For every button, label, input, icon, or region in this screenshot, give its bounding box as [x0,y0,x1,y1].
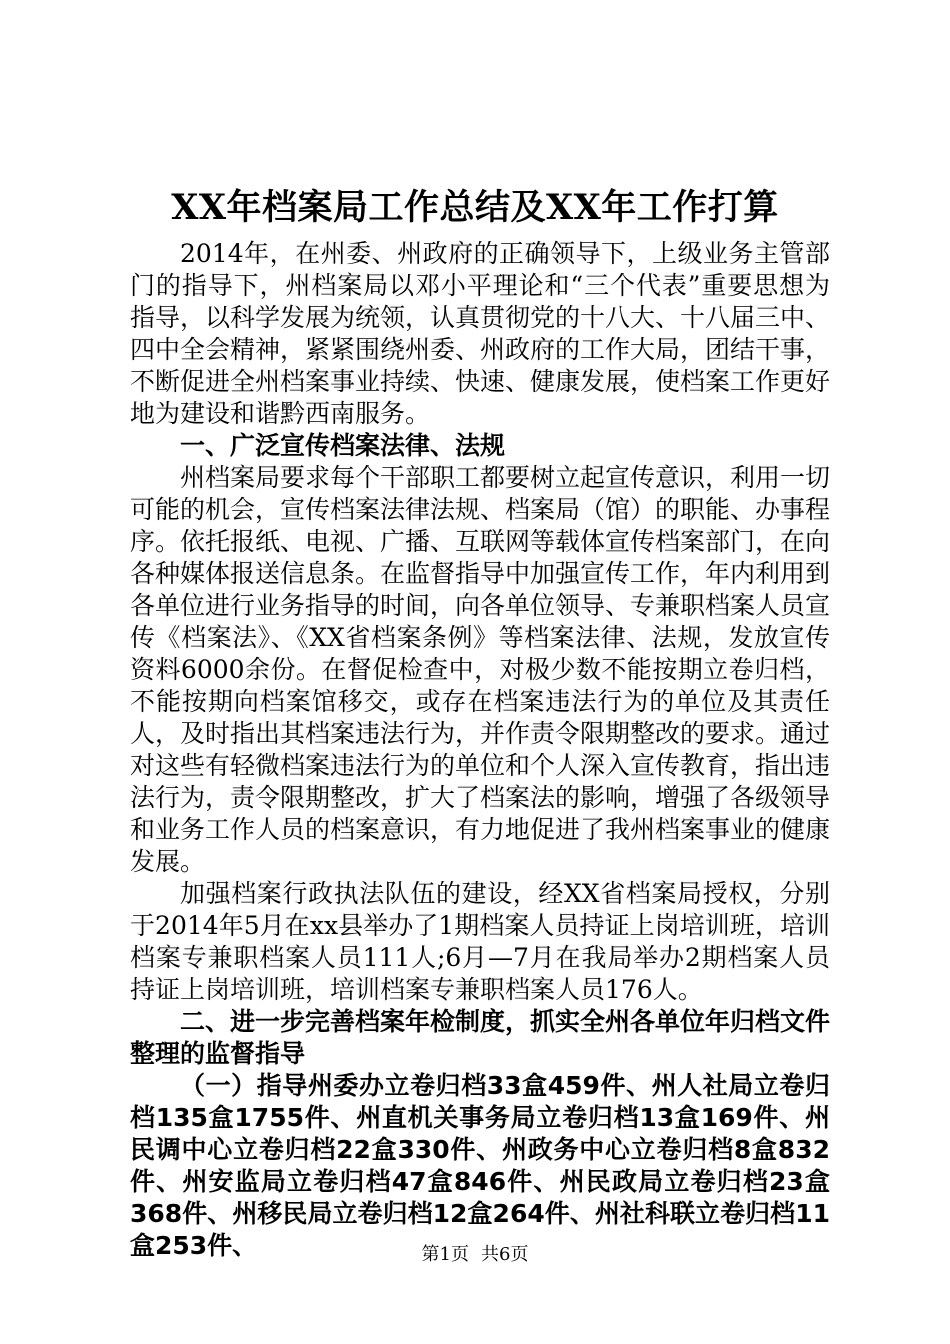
page-number: 第1页 [421,1244,469,1265]
section-2-subitem-1: （一）指导州委办立卷归档33盒459件、州人社局立卷归档135盒1755件、州直机关事务局立卷归档13盒169件、州民调中心立卷归档22盒330件、州政务中心立卷归档8盒832件、州安监局立卷归档47盒846件、州民政局立卷归档23盒368件、州移民局立卷归档12盒264件、州社科联立卷归档11盒253件、 [130,1071,830,1260]
section-1-paragraph-2: 加强档案行政执法队伍的建设，经XX省档案局授权，分别于2014年5月在xx县举办了1期档案人员持证上岗培训班，培训档案专兼职档案人员111人;6月—7月在我局举办2期档案人员持证上岗培训班，培训档案专兼职档案人员176人。 [130,879,830,1004]
page-total: 共6页 [481,1244,529,1265]
document-title: XX年档案局工作总结及XX年工作打算 [171,187,779,228]
section-heading-1: 一、广泛宣传档案法律、法规 [180,431,506,460]
document-body [130,238,830,1262]
section-1-paragraph-1: 州档案局要求每个干部职工都要树立起宣传意识，利用一切可能的机会，宣传档案法律法规、档案局（馆）的职能、办事程序。依托报纸、电视、广播、互联网等载体宣传档案部门，在向各种媒体报送信息条。在监督指导中加强宣传工作，年内利用到各单位进行业务指导的时间，向各单位领导、专兼职档案人员宣传《档案法》、《XX省档案条例》等档案法律、法规，发放宣传资料6000余份。在督促检查中，对极少数不能按期立卷归档，不能按期向档案馆移交，或存在档案违法行为的单位及其责任人，及时指出其档案违法行为，并作责令限期整改的要求。通过对这些有轻微档案违法行为的单位和个人深入宣传教育，指出违法行为，责令限期整改，扩大了档案法的影响，增强了各级领导和业务工作人员的档案意识，有力地促进了我州档案事业的健康发展。 [130,463,831,876]
section-heading-2: 二、进一步完善档案年检制度，抓实全州各单位年归档文件整理的监督指导 [130,1007,831,1068]
intro-paragraph: 2014年，在州委、州政府的正确领导下，上级业务主管部门的指导下，州档案局以邓小平理论和“三个代表”重要思想为指导，以科学发展为统领，认真贯彻党的十八大、十八届三中、四中全会精神，紧紧围绕州委、州政府的工作大局，团结干事，不断促进全州档案事业持续、快速、健康发展，使档案工作更好地为建设和谐黔西南服务。 [130,239,831,428]
page-footer [0,1243,950,1267]
